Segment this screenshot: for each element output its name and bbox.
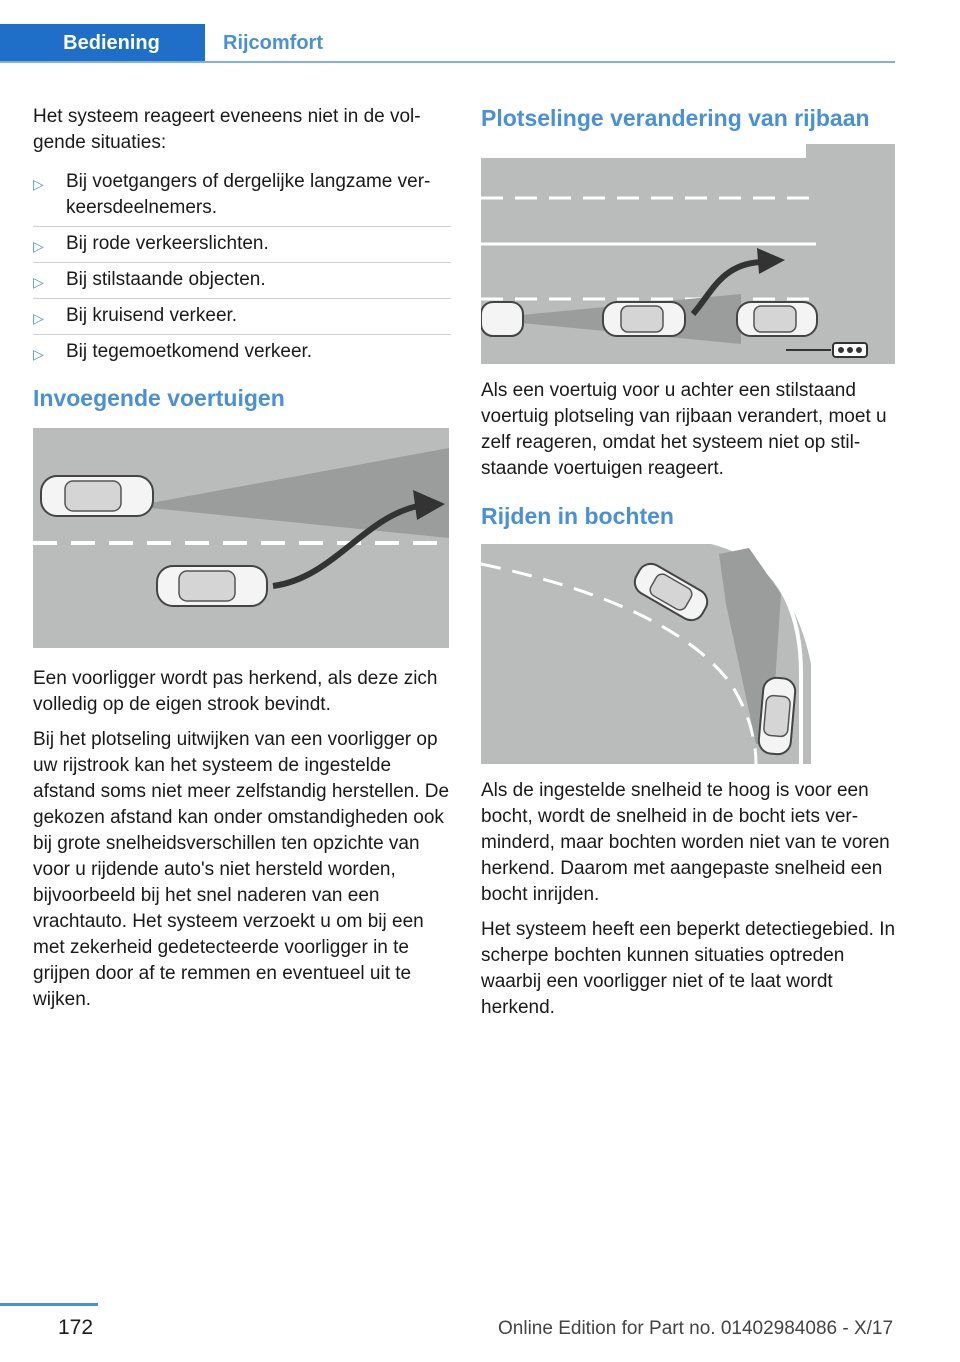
list-item-text: Bij tegemoetkomend verkeer. xyxy=(66,341,313,362)
lead-car-icon xyxy=(603,302,685,336)
section-heading-invoegende: Invoegende voertuigen xyxy=(33,385,285,411)
own-car-icon xyxy=(481,302,523,336)
page-number: 172 xyxy=(58,1316,94,1339)
right-column xyxy=(481,104,897,1030)
list-item xyxy=(33,263,451,299)
evasion-paragraph: Bij het plotseling uitwijken van een voorligger op uw rijstrook kan het systeem de ingestelde afstand soms niet meer zelfstandig herstellen. De gekozen afstand kan onder omstandigheden ook bij grote snelheidsverschillen ten opzichte van voor u rijdende auto's niet hersteld worden, bijvoorbeeld bij het snel naderen van een vrachtauto. Het systeem verzoekt u om bij een met zekerheid gedetecteerde voorligger in te grijpen door af te remmen en eventueel uit te wijken. xyxy=(33,729,450,1010)
tab-bediening[interactable]: Bediening xyxy=(0,24,205,62)
list-item xyxy=(33,227,451,263)
list-item xyxy=(33,299,451,335)
list-item-text: Bij rode verkeerslichten. xyxy=(66,233,269,254)
lane-change-illustration xyxy=(481,144,895,364)
list-item-text: Bij voetgangers of dergelijke langzame verkeersdeelnemers. xyxy=(66,171,431,218)
header-tabs xyxy=(0,24,341,62)
section-heading-rijbaan: Plotselinge verandering van rijbaan xyxy=(481,105,870,131)
list-item xyxy=(33,165,451,227)
curve-speed-paragraph: Als de ingestelde snelheid te hoog is voor een bocht, wordt de snelheid in de bocht iets verminderd, maar bochten worden niet van te voren herkend. Daarom met aangepaste snelheid een bocht inrijden. xyxy=(481,780,890,905)
own-car-curve-icon xyxy=(758,677,797,755)
section-heading-bochten: Rijden in bochten xyxy=(481,503,674,529)
merging-car-icon xyxy=(157,566,267,606)
detection-range-paragraph: Het systeem heeft een beperkt detectiegebied. In scherpe bochten kunnen situaties optreden waarbij een voorligger niet of te laat wordt herkend. xyxy=(481,919,896,1018)
triangle-bullet-icon: ▷ xyxy=(33,310,44,326)
lane-change-paragraph: Als een voertuig voor u achter een stilstaand voertuig plotseling van rijbaan verandert, moet u zelf reageren, omdat het systeem niet op stilstaande voertuigen reageert. xyxy=(481,380,887,479)
triangle-bullet-icon: ▷ xyxy=(33,176,44,192)
edition-footer: Online Edition for Part no. 01402984086 - X/17 xyxy=(498,1318,894,1339)
stationary-car-icon xyxy=(737,302,817,336)
triangle-bullet-icon: ▷ xyxy=(33,274,44,290)
triangle-bullet-icon: ▷ xyxy=(33,238,44,254)
list-item-text: Bij kruisend verkeer. xyxy=(66,305,238,326)
intro-text: Het systeem reageert eveneens niet in de volgende situaties: xyxy=(33,106,421,153)
list-item-text: Bij stilstaande objecten. xyxy=(66,269,266,290)
triangle-bullet-icon: ▷ xyxy=(33,346,44,362)
list-item xyxy=(33,335,451,370)
detection-paragraph: Een voorligger wordt pas herkend, als deze zich volledig op de eigen strook bevindt. xyxy=(33,668,438,715)
header-divider xyxy=(0,61,895,63)
tab-rijcomfort[interactable]: Rijcomfort xyxy=(223,32,323,54)
merging-vehicle-illustration xyxy=(33,428,449,648)
left-column xyxy=(33,104,451,1022)
car-ahead-icon xyxy=(41,476,153,516)
situation-list xyxy=(33,165,451,370)
curve-driving-illustration xyxy=(481,544,895,764)
page-number-rule xyxy=(0,1303,98,1306)
